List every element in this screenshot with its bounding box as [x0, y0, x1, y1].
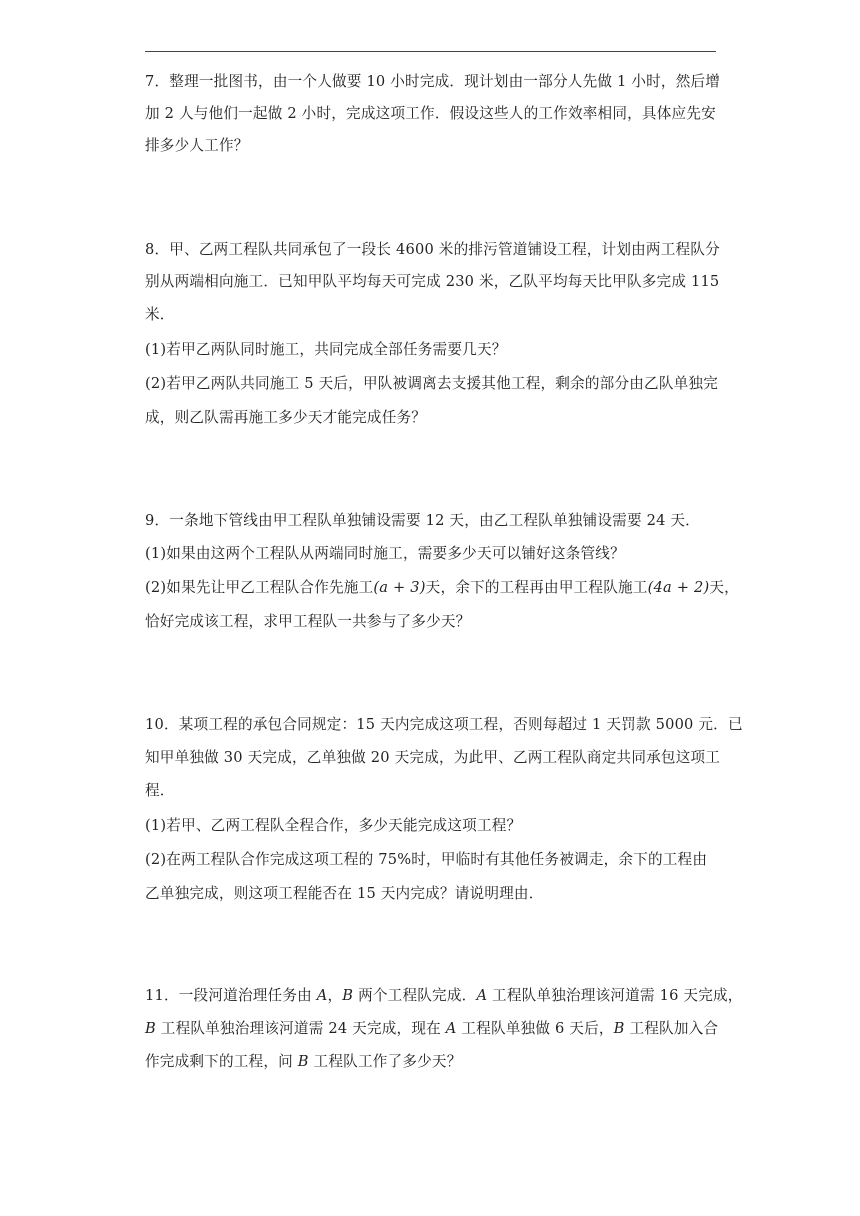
- problem-9-part-2-text-2: 天，余下的工程再由甲工程队施工: [425, 579, 648, 596]
- problem-11-text: ，: [327, 987, 343, 1004]
- problem-11-text: 工程队单独治理该河道需 16 天完成，: [487, 987, 743, 1004]
- header-rule: [145, 51, 716, 52]
- problem-11-line-1: [145, 986, 743, 1006]
- problem-11-text: 工程队加入合: [624, 1020, 719, 1037]
- problem-8-line-3: 米．: [145, 306, 175, 323]
- problem-11-text: 工程队单独治理该河道需 24 天完成，现在: [155, 1020, 446, 1037]
- problem-9-part-2-line-1: [145, 578, 739, 598]
- problem-9-line-1: 9．一条地下管线由甲工程队单独铺设需要 12 天，由乙工程队单独铺设需要 24 天．: [145, 512, 700, 529]
- team-b-label: B: [297, 1053, 309, 1070]
- problem-9-part-1: (1)如果由这两个工程队从两端同时施工，需要多少天可以铺好这条管线？: [145, 545, 625, 562]
- problem-9-part-2-text-1: (2)如果先让甲乙工程队合作先施工: [145, 579, 374, 596]
- problem-10-line-3: 程．: [145, 782, 175, 799]
- expression-a-plus-3: (a + 3): [373, 579, 426, 596]
- problem-8-part-2-line-1: (2)若甲乙两队共同施工 5 天后，甲队被调离去支援其他工程，剩余的部分由乙队单独完: [145, 375, 719, 392]
- problem-11-text: 11．一段河道治理任务由: [145, 987, 317, 1004]
- problem-9-part-2-text-3: 天，: [709, 579, 739, 596]
- problem-8-line-2: 别从两端相向施工．已知甲队平均每天可完成 230 米，乙队平均每天比甲队多完成 115: [145, 273, 720, 290]
- problem-10-line-1: 10．某项工程的承包合同规定：15 天内完成这项工程，否则每超过 1 天罚款 5000 元．已: [145, 716, 743, 733]
- team-a-label: A: [316, 987, 328, 1004]
- problem-11-text: 作完成剩下的工程，问: [145, 1053, 298, 1070]
- team-b-label: B: [145, 1020, 156, 1037]
- problem-7-line-2: 加 2 人与他们一起做 2 小时，完成这项工作．假设这些人的工作效率相同，具体应先安: [145, 105, 716, 122]
- problem-11-line-3: [145, 1052, 462, 1072]
- problem-10-part-1: (1)若甲、乙两工程队全程合作，多少天能完成这项工程？: [145, 817, 522, 834]
- problem-9-part-2-line-2: 恰好完成该工程，求甲工程队一共参与了多少天？: [145, 613, 471, 630]
- problem-8-line-1: 8．甲、乙两工程队共同承包了一段长 4600 米的排污管道铺设工程，计划由两工程队分: [145, 241, 720, 258]
- problem-10-line-2: 知甲单独做 30 天完成，乙单独做 20 天完成，为此甲、乙两工程队商定共同承包这项工: [145, 749, 721, 766]
- problem-7-line-3: 排多少人工作？: [145, 137, 249, 154]
- team-b-label: B: [342, 987, 354, 1004]
- problem-11-line-2: [145, 1019, 718, 1039]
- expression-4a-plus-2: (4a + 2): [647, 579, 710, 596]
- problem-10-part-2-line-1: (2)在两工程队合作完成这项工程的 75%时，甲临时有其他任务被调走，余下的工程由: [145, 851, 708, 868]
- problem-8-part-1: (1)若甲乙两队同时施工，共同完成全部任务需要几天？: [145, 341, 507, 358]
- problem-7-line-1: 7．整理一批图书，由一个人做要 10 小时完成．现计划由一部分人先做 1 小时，然后增: [145, 73, 721, 90]
- problem-11-text: 工程队工作了多少天？: [308, 1053, 462, 1070]
- problem-10-part-2-line-2: 乙单独完成，则这项工程能否在 15 天内完成？请说明理由．: [145, 885, 544, 902]
- team-a-label: A: [445, 1020, 457, 1037]
- problem-11-text: 两个工程队完成．: [353, 987, 477, 1004]
- team-b-label: B: [613, 1020, 625, 1037]
- team-a-label: A: [476, 987, 488, 1004]
- problem-11-text: 工程队单独做 6 天后，: [456, 1020, 614, 1037]
- problem-8-part-2-line-2: 成，则乙队需再施工多少天才能完成任务？: [145, 409, 427, 426]
